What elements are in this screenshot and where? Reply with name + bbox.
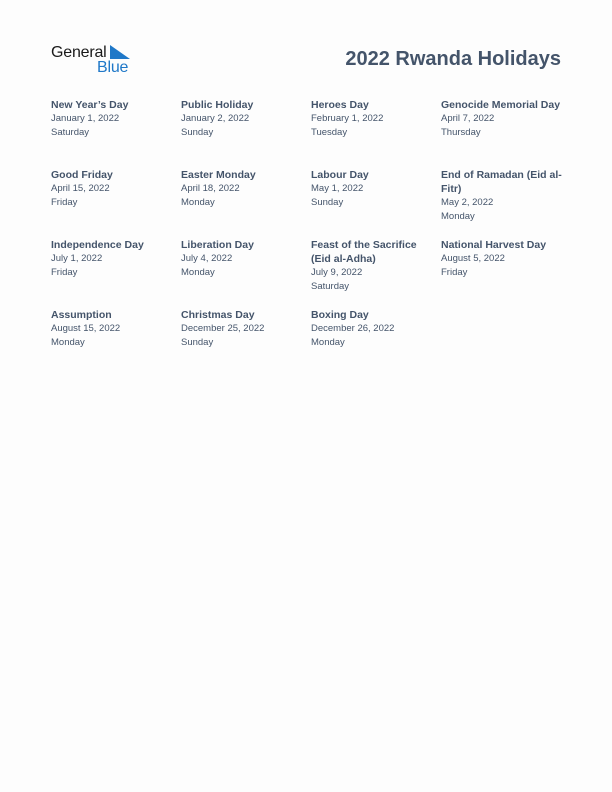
holiday-item [441, 168, 565, 223]
holiday-row [51, 238, 571, 308]
holiday-row [51, 168, 571, 238]
holiday-name: Genocide Memorial Day [441, 99, 561, 111]
blue-triangle-flag-icon [110, 45, 130, 59]
holiday-weekday: Sunday [181, 126, 214, 138]
holiday-date: April 7, 2022 [441, 113, 495, 124]
holiday-name: Assumption [51, 309, 112, 321]
holiday-weekday: Saturday [51, 126, 90, 138]
holiday-date: May 1, 2022 [311, 183, 364, 194]
holiday-date: February 1, 2022 [311, 113, 384, 124]
holiday-item [311, 238, 435, 293]
holiday-row [51, 98, 571, 168]
holiday-name: New Year’s Day [51, 99, 129, 111]
holiday-item [181, 98, 305, 139]
holiday-date: April 15, 2022 [51, 183, 110, 194]
holiday-weekday: Monday [181, 196, 215, 208]
holiday-date: December 25, 2022 [181, 323, 265, 334]
holiday-name: National Harvest Day [441, 239, 547, 251]
holiday-item [181, 308, 305, 349]
holiday-weekday: Monday [311, 336, 345, 348]
holiday-date: July 9, 2022 [311, 267, 363, 278]
holiday-date: April 18, 2022 [181, 183, 240, 194]
page-title: 2022 Rwanda Holidays [345, 48, 561, 70]
holiday-item [181, 168, 305, 209]
holiday-name: Public Holiday [181, 99, 254, 111]
holiday-name: End of Ramadan (Eid al-Fitr) [441, 169, 562, 195]
holiday-name: Good Friday [51, 169, 113, 181]
holiday-item [311, 98, 435, 139]
holiday-date: July 1, 2022 [51, 253, 103, 264]
holiday-item [51, 168, 175, 209]
holiday-item [51, 98, 175, 139]
holiday-date: August 15, 2022 [51, 323, 121, 334]
holiday-weekday: Sunday [181, 336, 214, 348]
holiday-weekday: Monday [51, 336, 85, 348]
holiday-weekday: Saturday [311, 280, 350, 292]
holiday-weekday: Monday [181, 266, 215, 278]
holiday-name: Labour Day [311, 169, 369, 181]
logo-word-general: General [51, 44, 107, 61]
holiday-name: Independence Day [51, 239, 144, 251]
holiday-date: May 2, 2022 [441, 197, 494, 208]
holiday-name: Feast of the Sacrifice (Eid al-Adha) [311, 239, 417, 265]
holiday-item [441, 238, 565, 279]
holiday-name: Easter Monday [181, 169, 256, 181]
holiday-weekday: Friday [51, 196, 78, 208]
holiday-row [51, 308, 571, 378]
holiday-date: July 4, 2022 [181, 253, 233, 264]
holiday-weekday: Friday [441, 266, 468, 278]
logo-word-blue: Blue [97, 59, 129, 76]
holiday-item [181, 238, 305, 279]
holiday-item [311, 168, 435, 209]
holiday-weekday: Sunday [311, 196, 344, 208]
holiday-date: December 26, 2022 [311, 323, 395, 334]
holiday-date: August 5, 2022 [441, 253, 505, 264]
holiday-item [51, 238, 175, 279]
holiday-date: January 2, 2022 [181, 113, 250, 124]
holiday-item [51, 308, 175, 349]
holiday-name: Liberation Day [181, 239, 254, 251]
holiday-weekday: Thursday [441, 126, 481, 138]
holiday-item [441, 98, 565, 139]
holiday-weekday: Friday [51, 266, 78, 278]
holiday-weekday: Tuesday [311, 126, 348, 138]
holiday-weekday: Monday [441, 210, 475, 222]
holiday-grid [51, 98, 571, 378]
generalblue-logo [51, 44, 141, 78]
holiday-date: January 1, 2022 [51, 113, 120, 124]
holiday-name: Boxing Day [311, 309, 369, 321]
holiday-name: Christmas Day [181, 309, 255, 321]
holiday-item [311, 308, 435, 349]
holiday-name: Heroes Day [311, 99, 369, 111]
